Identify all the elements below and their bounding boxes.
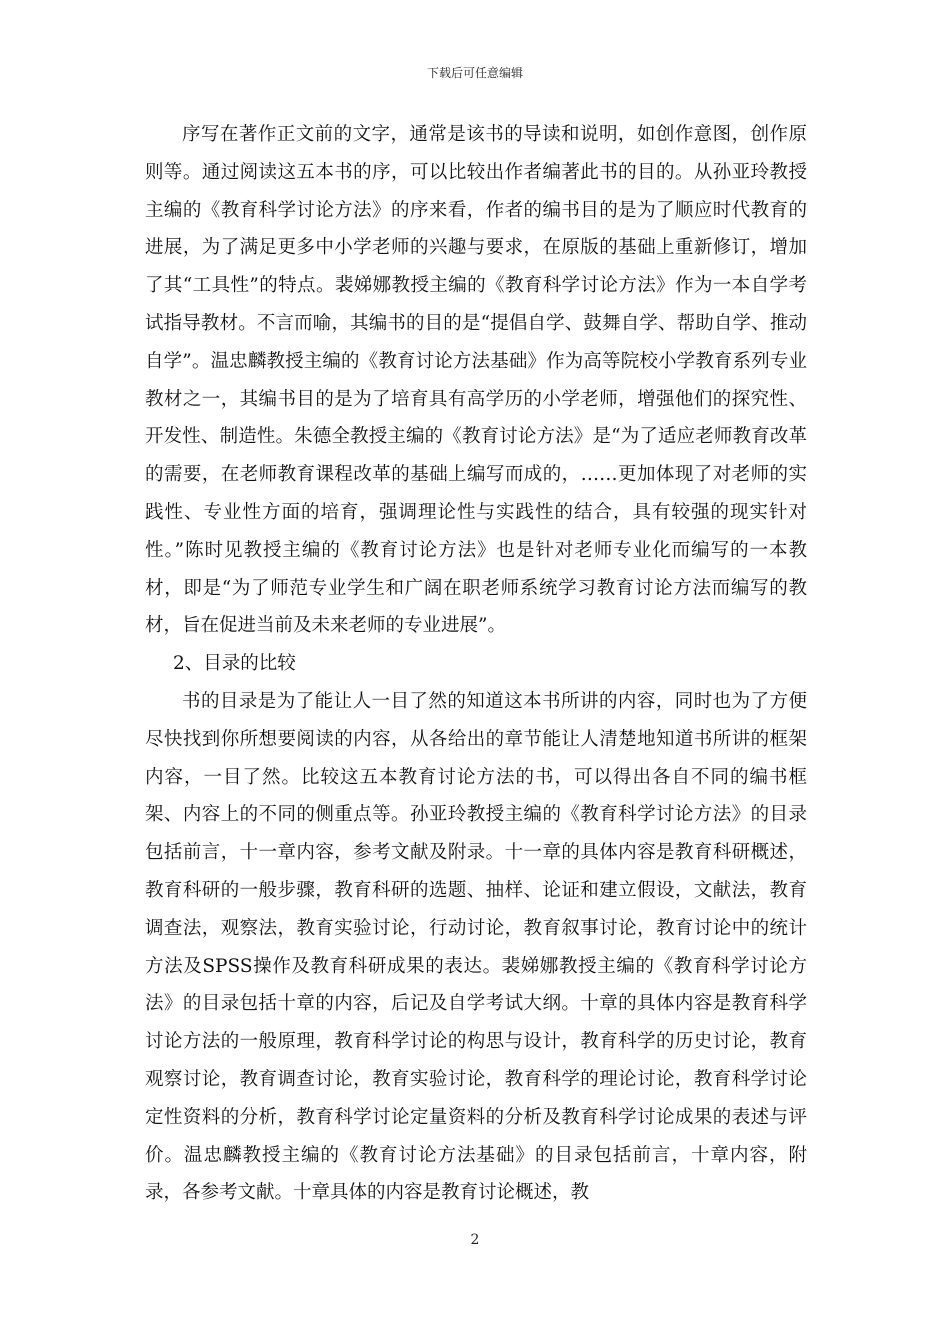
paragraph-contents-comparison: 书的目录是为了能让人一目了然的知道这本书所讲的内容，同时也为了方便尽快找到你所想要阅读的内容，从各给出的章节能让人清楚地知道书所讲的框架内容，一目了然。比较这五本教育讨论方法的书，可以得出各自不同的编书框架、内容上的不同的侧重点等。孙亚玲教授主编的《教育科学讨论方法》的目录包括前言，十一章内容，参考文献及附录。十一章的具体内容是教育科研概述，教育科研的一般步骤，教育科研的选题、抽样、论证和建立假设，文献法，教育调查法，观察法，教育实验讨论，行动讨论，教育叙事讨论，教育讨论中的统计方法及SPSS操作及教育科研成果的表达。裴娣娜教授主编的《教育科学讨论方法》的目录包括十章的内容，后记及自学考试大纲。十章的具体内容是教育科学讨论方法的一般原理，教育科学讨论的构思与设计，教育科学的历史讨论，教育观察讨论，教育调查讨论，教育实验讨论，教育科学的理论讨论，教育科学讨论定性资料的分析，教育科学讨论定量资料的分析及教育科学讨论成果的表述与评价。温忠麟教授主编的《教育讨论方法基础》的目录包括前言，十章内容，附录，各参考文献。十章具体的内容是教育讨论概述，教 (145, 690, 807, 1204)
document-body (145, 116, 807, 1212)
page-number: 2 (470, 1232, 480, 1248)
page-header: 下载后可任意编辑 (426, 66, 523, 80)
section-heading-contents-comparison: 2、目录的比较 (173, 653, 296, 675)
paragraph-preface-comparison: 序写在著作正文前的文字，通常是该书的导读和说明，如创作意图，创作原则等。通过阅读这五本书的序，可以比较出作者编著此书的目的。从孙亚玲教授主编的《教育科学讨论方法》的序来看，作者的编书目的是为了顺应时代教育的进展，为了满足更多中小学老师的兴趣与要求，在原版的基础上重新修订，增加了其“工具性”的特点。裴娣娜教授主编的《教育科学讨论方法》作为一本自学考试指导教材。不言而喻，其编书的目的是“提倡自学、鼓舞自学、帮助自学、推动自学”。温忠麟教授主编的《教育讨论方法基础》作为高等院校小学教育系列专业教材之一，其编书目的是为了培育具有高学历的小学老师，增强他们的探究性、开发性、制造性。朱德全教授主编的《教育讨论方法》是“为了适应老师教育改革的需要，在老师教育课程改革的基础上编写而成的，……更加体现了对老师的实践性、专业性方面的培育，强调理论性与实践性的结合，具有较强的现实针对性。”陈时见教授主编的《教育讨论方法》也是针对老师专业化而编写的一本教材，即是“为了师范专业学生和广阔在职老师系统学习教育讨论方法而编写的教材，旨在促进当前及未来老师的专业进展”。 (145, 124, 807, 637)
